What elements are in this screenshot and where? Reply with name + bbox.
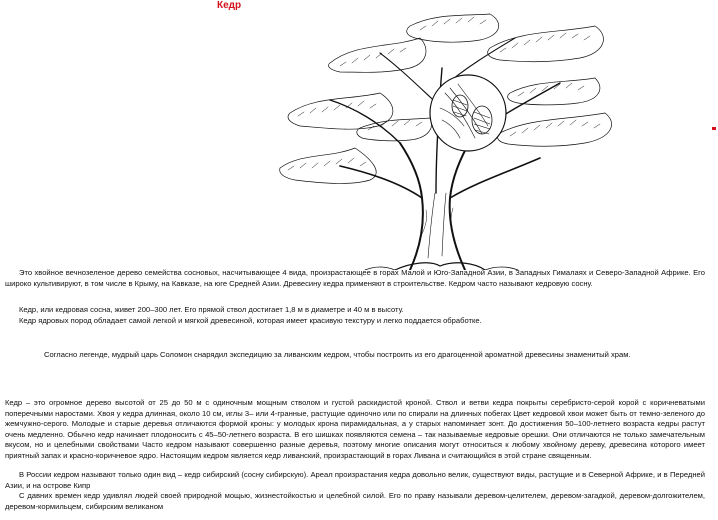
- paragraph-description: Кедр – это огромное дерево высотой от 25 до 50 м с одиночным мощным стволом и густой раскидистой кроной. Ствол и ветви кедра покрыты серебристо-серой корой с коричневатыми поперечными наростами. Хвоя у кедра длинная, около 10 см, иглы 3– или 4-гранные, растущие одиночно или по спирали на длинных побегах Цвет кедровой хвои может быть от темно-зеленого до жемчужно-серого. Молодые и старые деревья отличаются формой кроны: у молодых крона пирамидальная, а у старых напоминает зонт. До достижения 50–100-летнего возраста кедры растут очень медленно. Обычно кедр начинает плодоносить с 45–50-летнего возраста. В его шишках появляются семена – так называемые кедровые орешки. Они отличаются не только замечательным вкусом, но и целебными свойствами Часто кедром называют совершенно разные деревья, поэтому многие описания могут относиться к любому хвойному дереву, древесина которого имеет приятный запах и красно-коричневое ядро. Настоящим кедром является кедр ливанский, произрастающий в горах Ливана и считающийся в этой стране священным.: [5, 398, 705, 460]
- cedar-tree-illustration-icon: [260, 8, 620, 270]
- paragraph-intro: Это хвойное вечнозеленое дерево семейства сосновых, насчитывающее 4 вида, произрастающее в горах Малой и Юго-Западной Азии, в Западных Гималаях и Северо-Западной Африке. Его широко культивируют, в том числе в Крыму, на Кавказе, на юге Средней Азии. Древесину кедра применяют в строительстве. Кедром часто называют кедровую сосну.: [5, 268, 705, 288]
- paragraph-legend: Согласно легенде, мудрый царь Соломон снарядил экспедицию за ливанским кедром, чтобы построить из его драгоценной ароматной древесины знаменитый храм.: [44, 350, 631, 359]
- page-title: Кедр: [217, 0, 242, 11]
- paragraph-wood: Кедр ядровых пород обладает самой легкой и мягкой древесиной, которая имеет красивую текстуру и легко поддается обработке.: [19, 316, 482, 325]
- paragraph-russia: В России кедром называют только один вид – кедр сибирский (сосну сибирскую). Ареал произрастания кедра довольно велик, существуют виды, растущие и в Северной Африке, и в Передней Азии, и на острове Кипр: [5, 470, 705, 490]
- paragraph-lifespan: Кедр, или кедровая сосна, живет 200–300 лет. Его прямой ствол достигает 1,8 м в диаметре и 40 м в высоту.: [19, 305, 404, 314]
- side-marker: [712, 127, 716, 130]
- paragraph-history: С давних времен кедр удивлял людей своей природной мощью, жизнестойкостью и целебной силой. Его по праву называли деревом-целителем, деревом-загадкой, деревом-долгожителем, деревом-кормильцем, сибирским великаном: [5, 491, 705, 511]
